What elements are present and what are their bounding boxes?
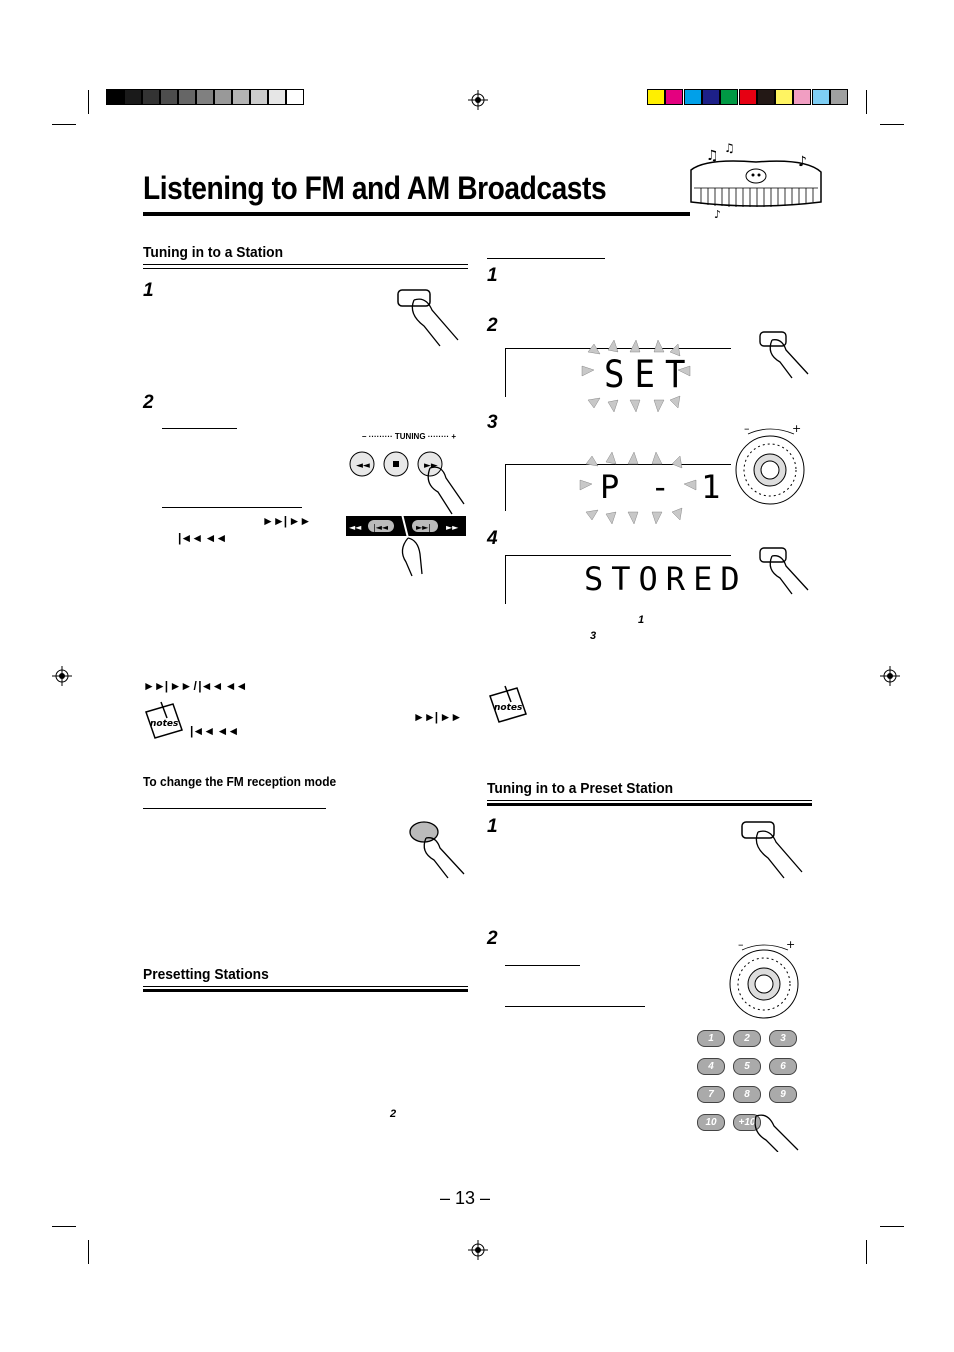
hand-press-gray-button-icon [406,820,468,880]
lcd-text-stored: STORED [584,560,748,598]
skip-buttons-glyph [143,679,246,693]
svg-text:+: + [786,938,796,951]
keyboard-illustration-icon [686,140,826,220]
crop-mark [52,124,76,125]
color-swatch [812,89,830,105]
keypad-button-5[interactable]: 5 [733,1058,761,1075]
crop-mark [88,1240,89,1264]
svg-text:►►|: ►►| [416,523,431,532]
svg-text:♫: ♫ [706,148,719,164]
multi-control-dial-icon [724,936,808,1028]
step-number: 1 [487,816,498,837]
section-rule [143,989,468,992]
color-swatch [665,89,683,105]
step-reference: 2 [390,1108,397,1120]
svg-text:|◄◄: |◄◄ [373,523,388,532]
crop-mark [880,124,904,125]
underline-rule [143,808,326,809]
step-number: 2 [487,928,498,949]
color-swatch [775,89,793,105]
hand-press-button-icon [392,286,462,348]
svg-text:♪: ♪ [714,208,722,220]
tuning-buttons-icon [346,446,466,516]
hand-press-button-icon [756,546,816,596]
keypad-button-1[interactable]: 1 [697,1030,725,1047]
section-rule [143,986,468,987]
step-number: 3 [487,412,498,433]
section-heading-fm-mode: To change the FM reception mode [143,774,337,789]
skip-back-glyph: |◄◄ ◄◄ [178,531,227,545]
lcd-text-preset: P - 1 [600,468,727,506]
keypad-button-7[interactable]: 7 [697,1086,725,1103]
step-number: 1 [143,280,154,301]
gray-swatch [214,89,232,105]
underline-rule [162,507,302,508]
gray-swatch [286,89,304,105]
keypad-button-3[interactable]: 3 [769,1030,797,1047]
tuning-plus: + [451,432,456,441]
svg-text:♫: ♫ [724,141,735,155]
keypad-button-10[interactable]: 10 [697,1114,725,1131]
skip-forward-glyph: ►►| ►► [262,514,311,528]
tuning-label: TUNING [394,432,426,441]
remote-skip-buttons-icon [346,514,468,578]
svg-text:◄◄: ◄◄ [349,523,362,532]
page-title: Listening to FM and AM Broadcasts [143,170,607,206]
step-number: 2 [143,392,154,413]
keypad-button-6[interactable]: 6 [769,1058,797,1075]
skip-back-glyph: |◄◄ ◄◄ [198,679,247,693]
skip-forward-glyph: ►►| ►► [143,679,192,693]
registration-target-icon [880,666,900,686]
keypad-button-2[interactable]: 2 [733,1030,761,1047]
gray-swatch [268,89,286,105]
separator: / [193,679,196,693]
section-rule [143,268,468,269]
color-swatch [793,89,811,105]
section-rule [143,264,468,265]
notes-icon [487,684,529,724]
notes-icon [143,700,185,740]
tuning-label-row: – ········· TUNING ········ + [362,432,456,441]
step-number: 4 [487,528,498,549]
lcd-text-set: SET [604,353,696,397]
crop-mark [866,90,867,114]
keypad-button-4[interactable]: 4 [697,1058,725,1075]
page-number: – 13 – [440,1188,491,1208]
color-swatch [647,89,665,105]
keypad-button-8[interactable]: 8 [733,1086,761,1103]
svg-text:◄◄: ◄◄ [356,461,370,471]
color-swatch [757,89,775,105]
underline-rule [505,965,580,966]
keypad-button-9[interactable]: 9 [769,1086,797,1103]
tuning-minus: – [362,432,367,441]
gray-swatch [196,89,214,105]
hand-press-button-icon [756,330,816,380]
svg-text:+: + [792,422,802,435]
registration-target-icon [52,666,72,686]
gray-swatch [232,89,250,105]
gray-swatch [142,89,160,105]
crop-mark [866,1240,867,1264]
skip-back-glyph: |◄◄ ◄◄ [190,724,239,738]
svg-text:►►: ►► [446,523,459,532]
step-reference: 3 [590,630,597,642]
color-swatch [720,89,738,105]
svg-text:–: – [738,938,744,951]
section-heading-presetting: Presetting Stations [143,966,269,983]
registration-target-icon [468,90,488,110]
hand-press-button-icon [736,818,806,880]
notes-label: notes [150,719,179,729]
color-swatch [702,89,720,105]
registration-target-icon [468,1240,488,1260]
multi-control-dial-icon [730,420,814,516]
step-number: 2 [487,315,498,336]
color-swatch [830,89,848,105]
skip-forward-glyph: ►►| ►► [413,710,462,724]
gray-swatch [178,89,196,105]
gray-swatch [250,89,268,105]
section-rule [487,800,812,801]
crop-mark [88,90,89,114]
gray-swatch [160,89,178,105]
notes-label: notes [494,703,523,713]
gray-swatch [124,89,142,105]
title-rule [143,212,690,216]
color-swatch [739,89,757,105]
gray-swatch [106,89,124,105]
underline-rule [487,258,605,259]
step-number: 1 [487,265,498,286]
step-reference: 1 [638,614,645,626]
svg-text:►►: ►► [424,461,438,471]
section-heading-preset-tuning: Tuning in to a Preset Station [487,780,674,797]
svg-text:♪: ♪ [798,154,807,170]
underline-rule [505,1006,645,1007]
hand-press-button-icon [752,1112,808,1152]
section-rule [487,803,812,806]
keypad-button-plus10[interactable]: +10 [733,1114,761,1131]
svg-text:–: – [744,422,750,435]
color-swatch [684,89,702,105]
underline-rule [162,428,237,429]
crop-mark [52,1226,76,1227]
section-heading-tuning: Tuning in to a Station [143,244,284,261]
crop-mark [880,1226,904,1227]
